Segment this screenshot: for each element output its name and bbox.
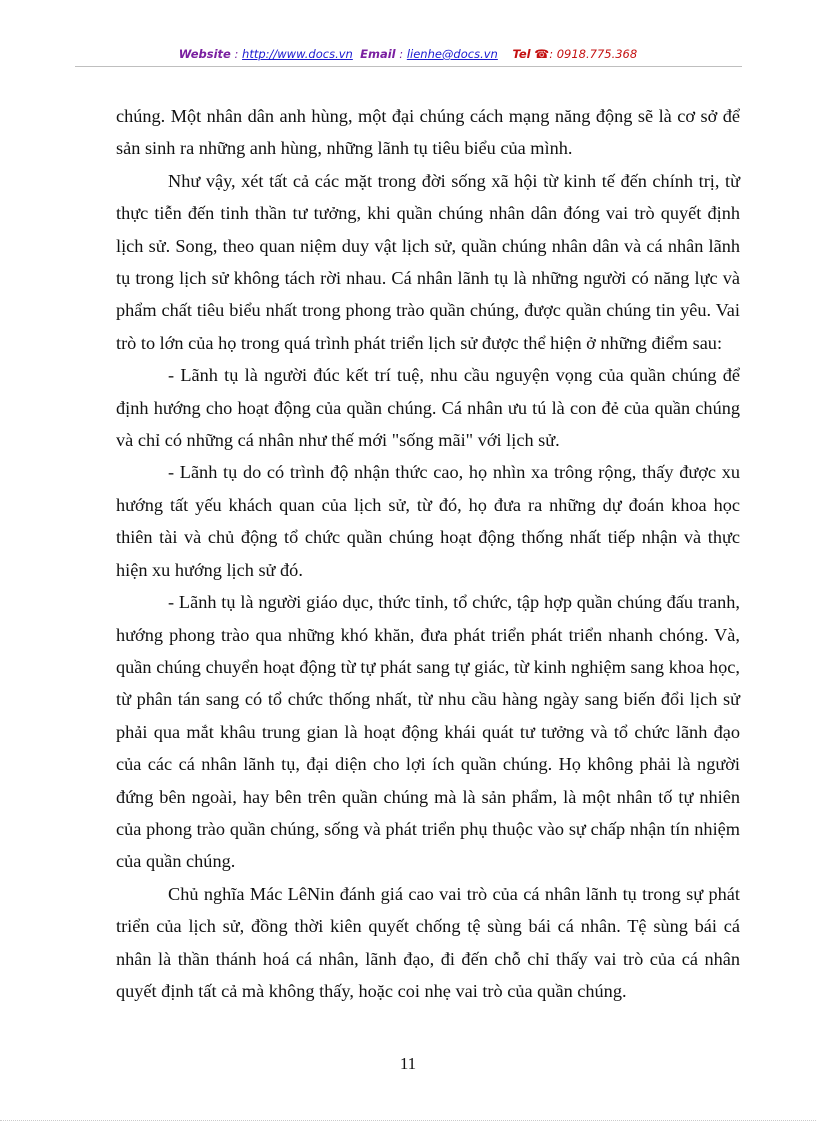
email-link[interactable]: lienhe@docs.vn (406, 47, 498, 61)
document-body (116, 100, 740, 1007)
tel-number: : 0918.775.368 (549, 47, 638, 61)
paragraph: - Lãnh tụ là người đúc kết trí tuệ, nhu cầu nguyện vọng của quần chúng để định hướng cho hoạt động của quần chúng. Cá nhân ưu tú là con đẻ của quần chúng và chỉ có những cá nhân như thế mới "sống mãi" với lịch sử. (116, 365, 740, 451)
paragraph: - Lãnh tụ là người giáo dục, thức tỉnh, tổ chức, tập hợp quần chúng đấu tranh, hướng phong trào qua những khó khăn, đưa phát triển phát triển nhanh chóng. Và, quần chúng chuyển hoạt động từ tự phát sang tự giác, từ kinh nghiệm sang khoa học, từ phân tán sang có tổ chức thống nhất, từ nhu cầu hàng ngày sang biến đổi lịch sử phải qua mắt khâu trung gian là hoạt động khái quát tư tưởng và tổ chức lãnh đạo của các cá nhân lãnh tụ, đại diện cho lợi ích quần chúng. Họ không phải là người đứng bên ngoài, hay bên trên quần chúng mà là sản phẩm, là một nhân tố tự nhiên của phong trào quần chúng, sống và phát triển phụ thuộc vào sự chấp nhận tín nhiệm của quần chúng. (116, 592, 740, 872)
email-separator: : (395, 47, 407, 61)
website-link[interactable]: http://www.docs.vn (242, 47, 353, 61)
paragraph: Như vậy, xét tất cả các mặt trong đời sống xã hội từ kinh tế đến chính trị, từ thực tiễn đến tinh thần tư tưởng, khi quần chúng nhân dân đóng vai trò quyết định lịch sử. Song, theo quan niệm duy vật lịch sử, quần chúng nhân dân và cá nhân lãnh tụ trong lịch sử không tách rời nhau. Cá nhân lãnh tụ là những người có năng lực và phẩm chất tiêu biểu nhất trong phong trào quần chúng, được quần chúng tin yêu. Vai trò to lớn của họ trong quá trình phát triển lịch sử được thể hiện ở những điểm sau: (116, 170, 740, 353)
paragraph: chúng. Một nhân dân anh hùng, một đại chúng cách mạng năng động sẽ là cơ sở để sản sinh ra những anh hùng, những lãnh tụ tiêu biểu của mình. (116, 106, 740, 159)
paragraph: Chủ nghĩa Mác LêNin đánh giá cao vai trò của cá nhân lãnh tụ trong sự phát triển của lịch sử, đồng thời kiên quyết chống tệ sùng bái cá nhân. Tệ sùng bái cá nhân là thần thánh hoá cá nhân, lãnh đạo, đi đến chỗ chỉ thấy vai trò của cá nhân quyết định tất cả mà không thấy, hoặc coi nhẹ vai trò của quần chúng. (116, 883, 740, 1001)
email-label: Email (360, 47, 396, 61)
page-header (0, 47, 816, 61)
website-label: Website (178, 47, 231, 61)
header-divider (75, 66, 742, 67)
tel-label: Tel (512, 47, 531, 61)
website-separator: : (230, 47, 243, 61)
page-bottom-divider (0, 1120, 816, 1121)
telephone-icon: ☎ (534, 47, 550, 61)
paragraph: - Lãnh tụ do có trình độ nhận thức cao, họ nhìn xa trông rộng, thấy được xu hướng tất yếu khách quan của lịch sử, từ đó, họ đưa ra những dự đoán khoa học thiên tài và chủ động tổ chức quần chúng hoạt động thống nhất tiếp nhận và thực hiện xu hướng lịch sử đó. (116, 462, 740, 580)
page-number: 11 (399, 1054, 417, 1073)
